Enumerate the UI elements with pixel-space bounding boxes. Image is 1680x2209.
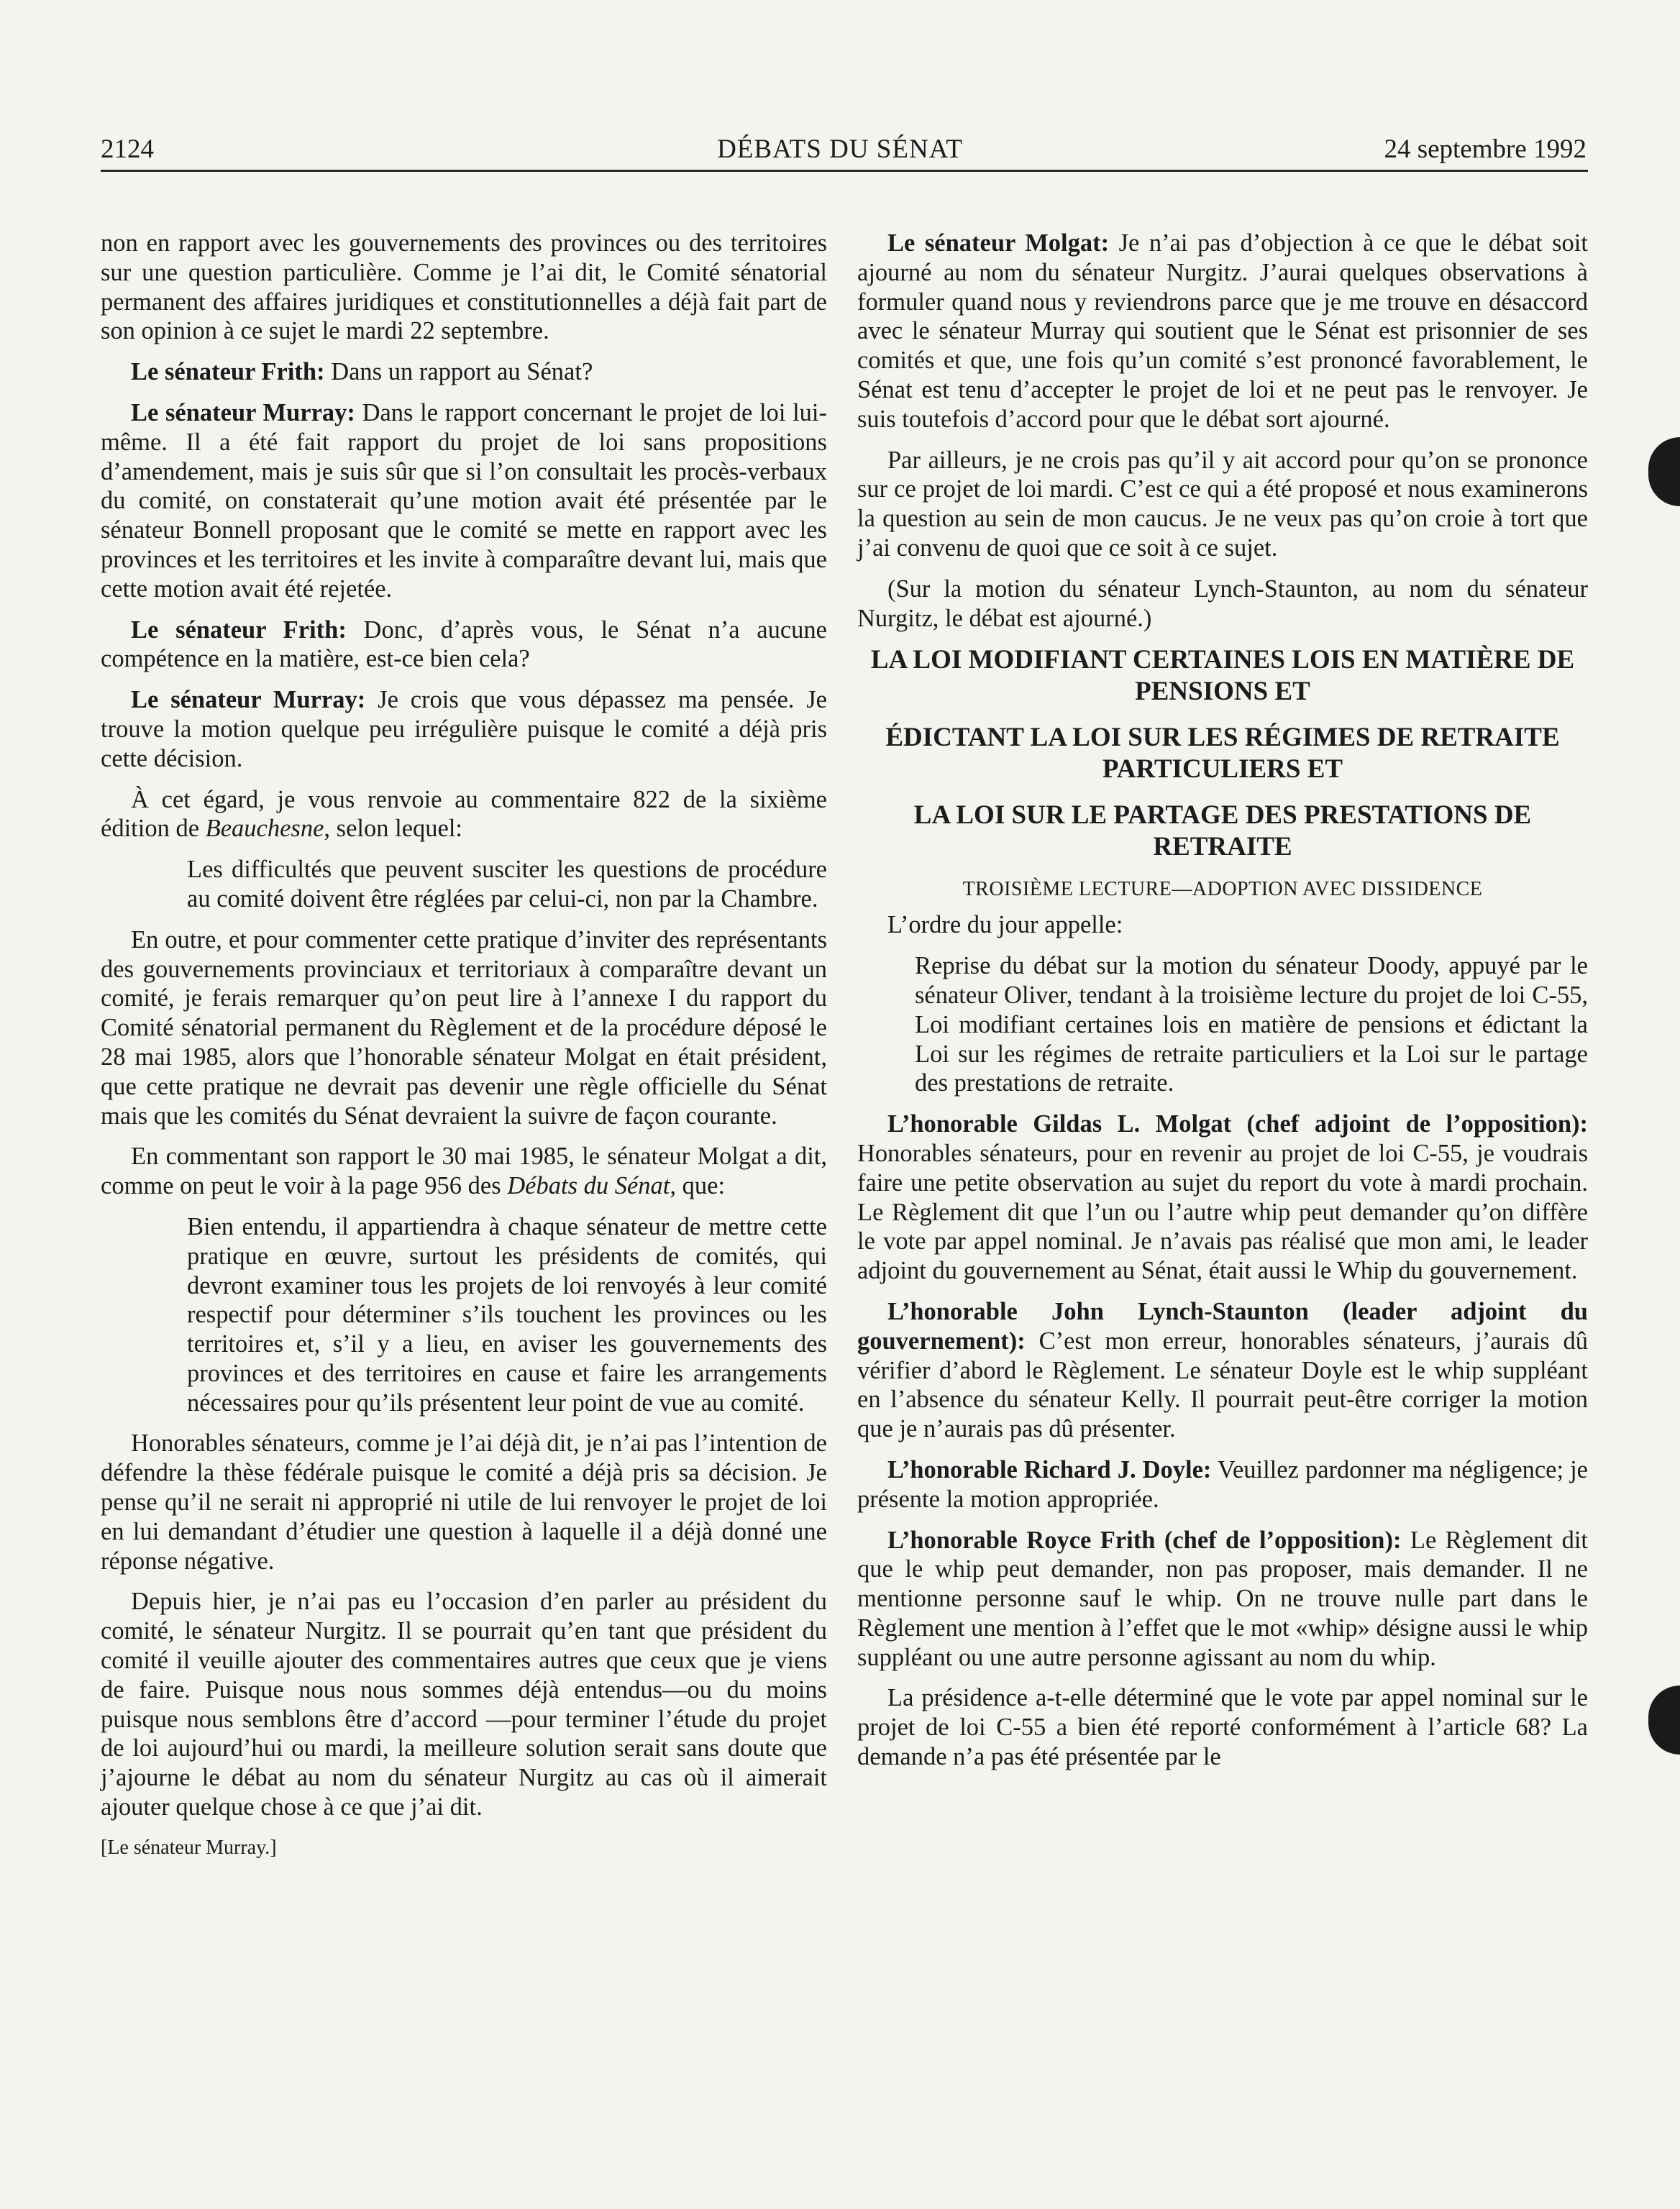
paragraph: La présidence a-t-elle déterminé que le vote par appel nominal sur le projet de loi C-55 a bien été reporté conformément à l’article 68? La demande n’a pas été présentée par le — [857, 1684, 1588, 1771]
section-heading: LA LOI SUR LE PARTAGE DES PRESTATIONS DE RETRAITE — [913, 800, 1532, 862]
speech-text: Je crois que vous dépassez ma pensée. Je trouve la motion quelque peu irrégulière puisque le comité a déjà pris cette décision. — [101, 686, 827, 772]
speech-text: Dans le rapport concernant le projet de loi lui-même. Il a été fait rapport du projet de loi sans propositions d’amendement, mais je suis sûr que si l’on consultait les procès-verbaux du comité, on constaterait qu’une motion avait été présentée par le sénateur Bonnell proposant que le comité se mette en rapport avec les provinces et les territoires et les invite à comparaître devant lui, mais que cette motion avait été rejetée. — [101, 398, 828, 603]
paragraph — [101, 398, 827, 604]
paragraph — [857, 1526, 1588, 1673]
publication-title: DÉBATS DU SÉNAT — [717, 134, 963, 164]
paragraph — [101, 616, 827, 674]
paragraph — [857, 1297, 1588, 1444]
paragraph: Honorables sénateurs, comme je l’ai déjà dit, je n’ai pas l’intention de défendre la thèse fédérale puisque le comité a déjà pris sa décision. Je pense qu’il ne serait ni approprié ni utile de lui renvoyer le projet de loi en lui demandant d’étudier une question à laquelle il a déjà donné une réponse négative. — [101, 1430, 827, 1575]
paragraph — [857, 1455, 1588, 1514]
binding-tab-mark — [1648, 1686, 1680, 1755]
text-run: En commentant son rapport le 30 mai 1985, le sénateur Molgat a dit, comme on peut le voir à la page 956 des — [101, 1143, 827, 1200]
binding-tab-mark — [1648, 437, 1680, 506]
block-quote: Les difficultés que peuvent susciter les questions de procédure au comité doivent être réglées par celui-ci, non par la Chambre. — [187, 856, 827, 913]
page-number: 2124 — [101, 134, 154, 164]
speaker-name: Le sénateur Frith: — [131, 358, 325, 386]
text-run: , selon lequel: — [324, 815, 462, 843]
header-rule — [101, 170, 1588, 172]
left-column — [101, 229, 827, 1875]
page-date: 24 septembre 1992 — [1384, 134, 1587, 164]
speech-text: Veuillez pardonner ma négligence; je présente la motion appropriée. — [857, 1455, 1588, 1513]
block-quote: Bien entendu, il appartiendra à chaque sénateur de mettre cette pratique en œuvre, surtout les présidents de comités, qui devront examiner tous les projets de loi renvoyés à leur comité respectif pour déterminer s’ils touchent les provinces ou les territoires et, s’il y a lieu, en aviser les gouvernements des provinces et des territoires en cause et faire les arrangements nécessaires pour qu’ils présentent leur point de vue au comité. — [187, 1212, 827, 1417]
speaker-name: L’honorable Richard J. Doyle: — [887, 1455, 1212, 1483]
speaker-name: Le sénateur Molgat: — [887, 229, 1110, 257]
paragraph — [101, 685, 827, 773]
speech-text: C’est mon erreur, honorables sénateurs, j’aurais dû vérifier d’abord le Règlement. Le sénateur Doyle est le whip suppléant en l’absence du sénateur Kelly. Il pourrait peut-être corriger la motion que je n’aurais pas dû présenter. — [857, 1327, 1588, 1443]
section-heading: LA LOI MODIFIANT CERTAINES LOIS EN MATIÈRE DE PENSIONS ET — [870, 645, 1575, 707]
speech-text: Honorables sénateurs, pour en revenir au projet de loi C-55, je voudrais faire une petite observation au sujet du report du vote à mardi prochain. Le Règlement dit que l’un ou l’autre whip peut demander qu’on diffère le vote par appel nominal. Je n’avais pas réalisé que mon ami, le leader adjoint du gouvernement au Sénat, était aussi le Whip du gouvernement. — [857, 1139, 1588, 1285]
paragraph: Par ailleurs, je ne crois pas qu’il y ait accord pour qu’on se prononce sur ce projet de loi mardi. C’est ce qui a été proposé et nous examinerons la question au sein de mon caucus. Je ne veux pas qu’on croie à tort que j’ai convenu de quoi que ce soit à ce sujet. — [857, 446, 1588, 562]
speaker-name: L’honorable Royce Frith (chef de l’opposition): — [887, 1526, 1402, 1554]
speech-text: Je n’ai pas d’objection à ce que le débat soit ajourné au nom du sénateur Nurgitz. J’aurai quelques observations à formuler quand nous y reviendrons parce que je me trouve en désaccord avec le sénateur Murray qui soutient que le Sénat est prisonnier de ses comités et que, une fois qu’un comité s’est prononcé favorablement, le Sénat est tenu d’accepter le projet de loi et ne peut pas le renvoyer. Je suis toutefois d’accord pour que le débat sort ajourné. — [857, 229, 1588, 433]
speech-text: Donc, d’après vous, le Sénat n’a aucune compétence en la matière, est-ce bien cela? — [101, 616, 827, 673]
speech-text: Le Règlement dit que le whip peut demander, non pas proposer, mais demander. Il ne mentionne personne sauf le whip. On ne trouve nulle part dans le Règlement une mention à l’effet que le mot «whip» désigne aussi le whip suppléant ou une autre personne agissant au nom du whip. — [857, 1526, 1588, 1671]
speaker-name: L’honorable Gildas L. Molgat (chef adjoint de l’opposition): — [887, 1110, 1588, 1138]
section-heading: ÉDICTANT LA LOI SUR LES RÉGIMES DE RETRAITE PARTICULIERS ET — [885, 723, 1560, 785]
section-subheading: TROISIÈME LECTURE—ADOPTION AVEC DISSIDENCE — [962, 878, 1483, 901]
speaker-name: Le sénateur Murray: — [131, 398, 355, 426]
speaker-name: L’honorable John Lynch-Staunton (leader adjoint du gouvernement): — [857, 1297, 1588, 1355]
speaker-name: Le sénateur Frith: — [131, 616, 347, 644]
paragraph: (Sur la motion du sénateur Lynch-Staunton, au nom du sénateur Nurgitz, le débat est ajourné.) — [857, 575, 1588, 632]
citation-title: Débats du Sénat, — [507, 1172, 677, 1200]
citation-title: Beauchesne — [205, 815, 324, 843]
paragraph — [101, 1142, 827, 1201]
speaker-name: Le sénateur Murray: — [131, 686, 366, 714]
paragraph: L’ordre du jour appelle: — [887, 911, 1123, 939]
paragraph — [857, 229, 1588, 434]
right-column — [857, 229, 1588, 1783]
speech-text: Dans un rapport au Sénat? — [324, 358, 593, 386]
block-quote: Reprise du débat sur la motion du sénateur Doody, appuyé par le sénateur Oliver, tendant à la troisième lecture du projet de loi C-55, Loi modifiant certaines lois en matière de pensions et édictant la Loi sur les régimes de retraite particuliers et la Loi sur le partage des prestations de retraite. — [915, 952, 1588, 1097]
paragraph — [101, 357, 827, 387]
speaker-signature: [Le sénateur Murray.] — [101, 1836, 277, 1859]
text-run: que: — [676, 1172, 726, 1200]
paragraph: non en rapport avec les gouvernements des provinces ou des territoires sur une question particulière. Comme je l’ai dit, le Comité sénatorial permanent des affaires juridiques et constitutionnelles a déjà fait part de son opinion à ce sujet le mardi 22 septembre. — [101, 229, 827, 345]
paragraph — [857, 1110, 1588, 1286]
text-run: À cet égard, je vous renvoie au commentaire 822 de la sixième édition de — [101, 785, 827, 843]
paragraph: Depuis hier, je n’ai pas eu l’occasion d’en parler au président du comité, le sénateur Nurgitz. Il se pourrait qu’en tant que président du comité il veuille ajouter des commentaires autres que ceux que je viens de faire. Puisque nous nous sommes déjà entendus—ou du moins puisque nous semblons être d’accord —pour terminer l’étude du projet de loi aujourd’hui ou mardi, la meilleure solution serait sans doute que j’ajourne le débat au nom du sénateur Nurgitz au cas où il aimerait ajouter quelque chose à ce que j’ai dit. — [101, 1588, 827, 1821]
paragraph — [101, 785, 827, 844]
paragraph: En outre, et pour commenter cette pratique d’inviter des représentants des gouvernements provinciaux et territoriaux à comparaître devant un comité, je ferais remarquer qu’on peut lire à l’annexe I du rapport du Comité sénatorial permanent du Règlement et de la procédure déposé le 28 mai 1985, alors que l’honorable sénateur Molgat en était président, que cette pratique ne devrait pas devenir une règle officielle du Sénat mais que les comités du Sénat devraient la suivre de façon courante. — [101, 925, 827, 1130]
